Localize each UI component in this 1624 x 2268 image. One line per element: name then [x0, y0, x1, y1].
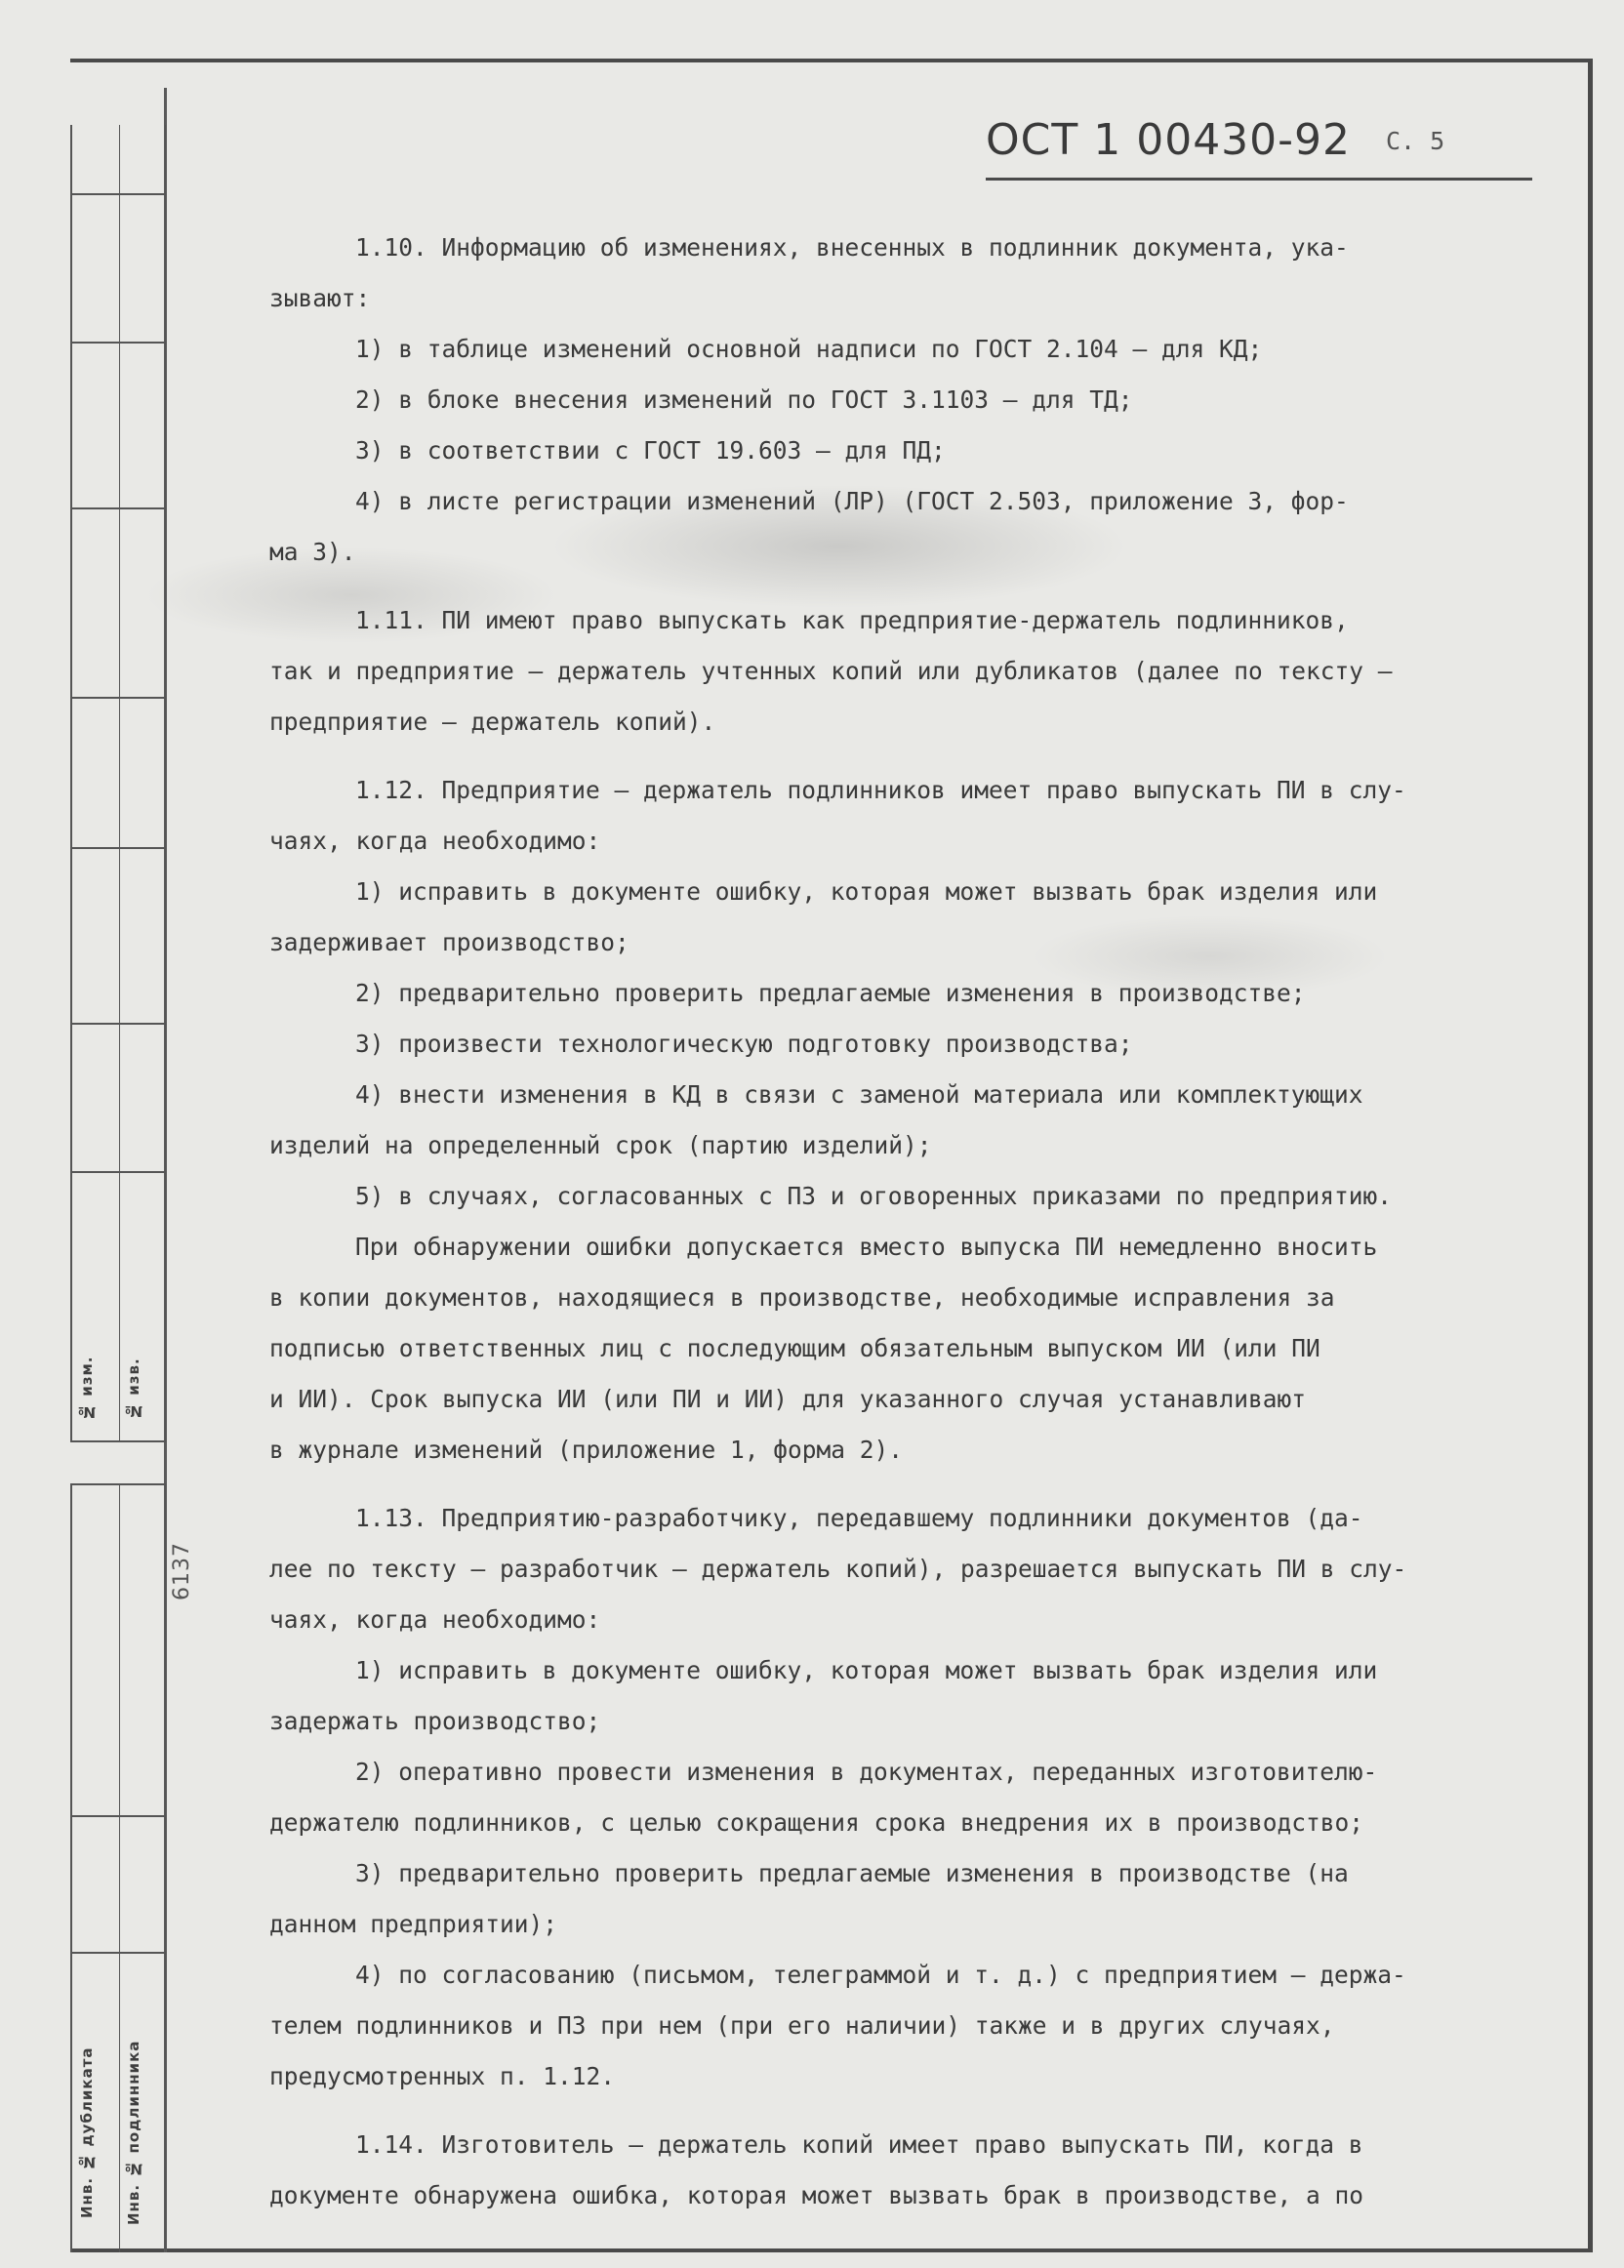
paragraph-gap	[269, 578, 1528, 595]
side-stamp-top	[70, 125, 166, 1442]
text-line: 3) предварительно проверить предлагаемые изменения в производстве (на	[355, 1859, 1349, 1887]
text-line: 4) внести изменения в КД в связи с заменой материала или комплектующих	[355, 1080, 1363, 1109]
text-line: 4) в листе регистрации изменений (ЛР) (ГОСТ 2.503, приложение 3, фор-	[355, 487, 1349, 515]
text-line: При обнаружении ошибки допускается вместо выпуска ПИ немедленно вносить	[355, 1233, 1378, 1261]
stamp-cell-rule	[72, 847, 166, 849]
stamp-number: 6137	[170, 1542, 194, 1600]
text-line: 3) произвести технологическую подготовку производства;	[355, 1030, 1133, 1058]
text-line: 1.14. Изготовитель – держатель копий имеет право выпускать ПИ, когда в	[355, 2130, 1363, 2159]
text-line: 1) в таблице изменений основной надписи по ГОСТ 2.104 – для КД;	[355, 335, 1263, 363]
text-line: подписью ответственных лиц с последующим обязательным выпуском ИИ (или ПИ	[269, 1334, 1320, 1362]
stamp-cell-rule	[72, 1023, 166, 1025]
text-line: задержать производство;	[269, 1707, 601, 1735]
stamp-label-duplicate: Инв. № дубликата	[78, 2046, 96, 2218]
stamp-cell-rule	[72, 1483, 166, 1485]
text-line: 1.10. Информацию об изменениях, внесенных в подлинник документа, ука-	[355, 233, 1349, 262]
paragraph-gap	[269, 2102, 1528, 2120]
text-line: держателю подлинников, с целью сокращения срока внедрения их в производство;	[269, 1808, 1364, 1837]
stamp-cell-rule	[72, 1815, 166, 1817]
page-header	[986, 115, 1532, 183]
page-number: С. 5	[1386, 127, 1445, 155]
text-line: ма 3).	[269, 538, 356, 566]
text-line: документе обнаружена ошибка, которая может вызвать брак в производстве, а по	[269, 2181, 1364, 2209]
stamp-cell-rule	[72, 697, 166, 699]
text-line: 1) исправить в документе ошибку, которая может вызвать брак изделия или	[355, 877, 1378, 906]
stamp-cell-rule	[72, 193, 166, 195]
paragraph-gap	[269, 1476, 1528, 1493]
stamp-cell-rule	[72, 1440, 166, 1442]
text-line: так и предприятие – держатель учтенных копий или дубликатов (далее по тексту –	[269, 657, 1393, 685]
stamp-label-original: Инв. № подлинника	[125, 2040, 142, 2225]
stamp-cell-rule	[72, 1952, 166, 1954]
text-line: данном предприятии);	[269, 1910, 558, 1938]
text-line: 2) предварительно проверить предлагаемые изменения в производстве;	[355, 979, 1306, 1007]
text-line: чаях, когда необходимо:	[269, 1605, 601, 1634]
text-line: 1.11. ПИ имеют право выпускать как предприятие-держатель подлинников,	[355, 606, 1349, 634]
text-line: 1.12. Предприятие – держатель подлинников имеет право выпускать ПИ в слу-	[355, 776, 1406, 804]
text-line: в копии документов, находящиеся в производстве, необходимые исправления за	[269, 1283, 1335, 1312]
text-line: и ИИ). Срок выпуска ИИ (или ПИ и ИИ) для указанного случая устанавливают	[269, 1385, 1307, 1413]
text-line: предприятие – держатель копий).	[269, 708, 716, 736]
text-line: лее по тексту – разработчик – держатель копий), разрешается выпускать ПИ в слу-	[269, 1555, 1407, 1583]
text-line: чаях, когда необходимо:	[269, 827, 601, 855]
header-underline	[986, 178, 1532, 181]
stamp-divider	[165, 1483, 166, 2252]
text-line: 2) в блоке внесения изменений по ГОСТ 3.1103 – для ТД;	[355, 385, 1133, 414]
document-body	[269, 223, 1528, 2221]
text-line: 3) в соответствии с ГОСТ 19.603 – для ПД;	[355, 436, 946, 465]
stamp-cell-rule	[72, 1171, 166, 1173]
text-line: предусмотренных п. 1.12.	[269, 2062, 616, 2090]
text-line: 4) по согласованию (письмом, телеграммой и т. д.) с предприятием – держа-	[355, 1961, 1406, 1989]
document-code: ОСТ 1 00430-92	[986, 115, 1352, 165]
text-line: зывают:	[269, 284, 371, 312]
text-line: в журнале изменений (приложение 1, форма 2).	[269, 1436, 904, 1464]
text-line: 1.13. Предприятию-разработчику, передавшему подлинники документов (да-	[355, 1504, 1363, 1532]
stamp-cell-rule	[72, 342, 166, 344]
text-line: 5) в случаях, согласованных с ПЗ и оговоренных приказами по предприятию.	[355, 1182, 1393, 1210]
stamp-divider	[119, 1483, 120, 2252]
paragraph-gap	[269, 748, 1528, 765]
text-line: задерживает производство;	[269, 928, 629, 956]
text-line: 2) оперативно провести изменения в документах, переданных изготовителю-	[355, 1758, 1378, 1786]
stamp-label-change-no: № изм.	[78, 1356, 96, 1422]
stamp-cell-rule	[72, 507, 166, 509]
text-line: телем подлинников и ПЗ при нем (при его наличии) также и в других случаях,	[269, 2011, 1335, 2040]
stamp-label-notice-no: № изв.	[125, 1357, 142, 1420]
stamp-divider	[119, 125, 120, 1442]
side-stamp-bottom	[70, 1483, 194, 2252]
text-line: изделий на определенный срок (партию изделий);	[269, 1131, 932, 1159]
text-line: 1) исправить в документе ошибку, которая может вызвать брак изделия или	[355, 1656, 1378, 1684]
stamp-divider	[165, 125, 166, 1442]
